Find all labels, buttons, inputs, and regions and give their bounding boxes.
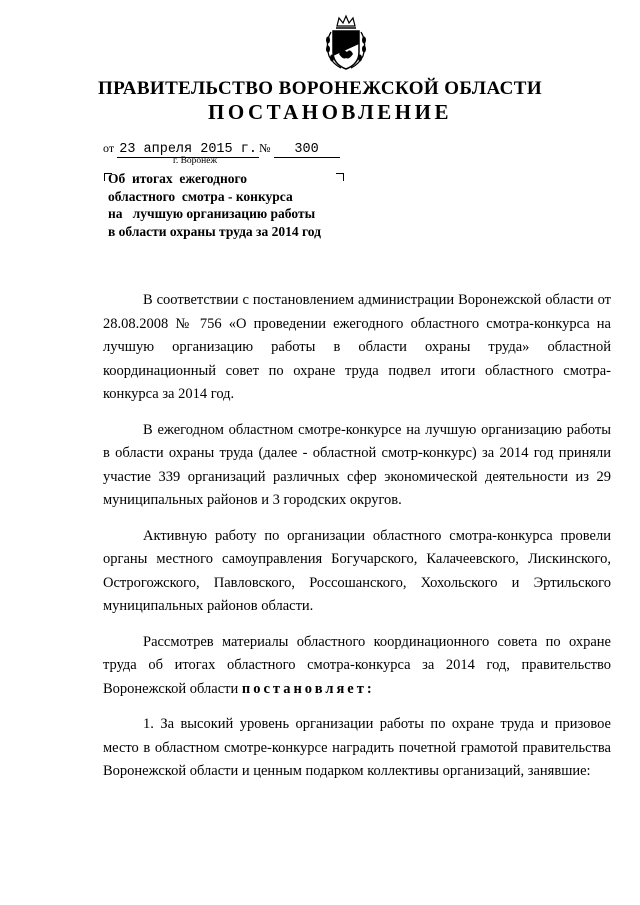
body-paragraph: В соответствии с постановлением администрации Воронежской области от 28.08.2008 № 756 «О проведении ежегодного областного смотра-конкурса на лучшую организацию работы в области охраны труда» областной координационный совет по охране труда подвел итоги областного смотра-конкурса за 2014 год. (103, 292, 611, 402)
document-date: 23 апреля 2015 г. (117, 142, 259, 158)
subject-line: Об итогах ежегодного (108, 171, 248, 186)
subject-line: на лучшую организацию работы (108, 206, 316, 221)
coat-of-arms-icon (323, 14, 369, 72)
body-paragraph: Активную работу по организации областного смотра-конкурса провели органы местного самоуправления Богучарского, Калачеевского, Лискинского, Острогожского, Павловского, Россошанского, Хохольского и Эртильского муниципальных районов области. (103, 527, 611, 614)
subject-line: областного смотра - конкурса (108, 188, 293, 204)
document-type: ПОСТАНОВЛЕНИЕ (208, 100, 452, 124)
resolution-verb: постановляет: (241, 680, 375, 697)
number-prefix: № (259, 141, 271, 155)
subject-corner-right (336, 173, 344, 181)
date-number-line (103, 141, 340, 158)
subject-line: в области охраны труда за 2014 год (108, 223, 321, 239)
date-prefix: от (103, 141, 115, 155)
document-body (103, 289, 611, 796)
item-1-paragraph: 1. За высокий уровень организации работы по охране труда и призовое место в областном смотре-конкурсе наградить почетной грамотой правительства Воронежской области и ценным подарком коллективы организаций, занявшие: (103, 716, 611, 779)
document-number: 300 (274, 142, 340, 158)
body-paragraph: В ежегодном областном смотре-конкурсе на лучшую организацию работы в области охраны труда (далее - областной смотр-конкурс) за 2014 год приняли участие 339 организаций различных сфер экономической деятельности из 29 муниципальных районов и 3 городских округов. (103, 421, 611, 508)
document-place: г. Воронеж (173, 156, 218, 166)
resolution-text: Рассмотрев материалы областного координационного совета по охране труда об итогах областного смотра-конкурса за 2014 год, правительство Воронежской области (103, 633, 611, 697)
document-subject (108, 170, 321, 240)
resolution-paragraph (103, 631, 611, 702)
government-title: ПРАВИТЕЛЬСТВО ВОРОНЕЖСКОЙ ОБЛАСТИ (97, 78, 543, 99)
